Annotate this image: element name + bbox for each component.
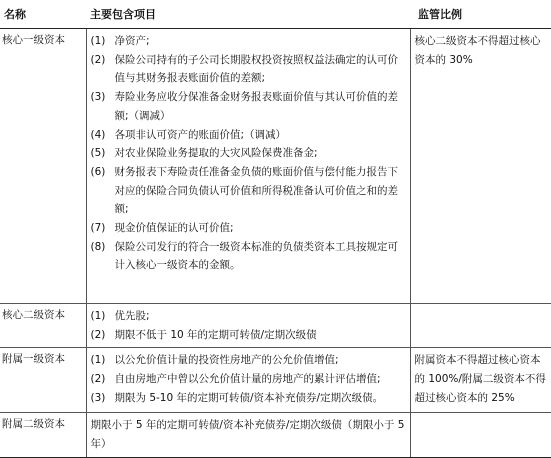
item-number: (2) [90,53,106,66]
header-items: 主要包含项目 [86,6,410,29]
item-text: 寿险业务应收分保准备金财务报表账面价值与其认可价值的差额;（调减） [114,91,398,122]
item-number: (2) [90,328,106,341]
item-text: 保险公司持有的子公司长期股权投资按照权益法确定的认可价值与其财务报表账面价值的差额; [114,53,398,85]
item-number: (4) [90,128,106,141]
item-number: (3) [90,91,106,104]
list-item [91,51,406,88]
row-items-text: 期限小于 5 年的定期可转债/资本补充债券/定期次级债（期限小于 5 年） [86,413,410,457]
row-ratio: 附属资本不得超过核心资本的 100%/附属二级资本不得超过核心资本的 25% [410,348,551,413]
row-name: 核心一级资本 [0,29,86,304]
list-item [91,88,406,125]
row-items [86,304,410,348]
list-item [91,126,406,145]
row-name: 附属二级资本 [0,413,86,457]
list-item [91,351,406,370]
item-text: 期限不低于 10 年的定期可转债/定期次级债 [114,328,317,341]
list-item [91,32,406,51]
row-ratio [410,413,551,457]
row-ratio [410,304,551,348]
row-name: 核心二级资本 [0,304,86,348]
list-item [91,370,406,389]
item-number: (7) [90,222,106,235]
table-row [0,304,551,348]
item-number: (1) [90,35,106,47]
item-text: 优先股; [114,310,150,322]
row-name: 附属一级资本 [0,348,86,413]
list-item [91,238,406,275]
item-text: 净资产; [114,35,150,47]
item-text: 各项非认可资产的账面价值;（调减） [114,128,287,141]
header-ratio: 监管比例 [410,6,551,29]
item-number: (5) [90,147,106,160]
item-text: 期限为 5-10 年的定期可转债/资本补充债券/定期次级债。 [114,391,384,404]
item-text: 以公允价值计量的投资性房地产的公允价值增值; [114,354,339,367]
row-items [86,29,410,304]
header-name: 名称 [0,6,86,29]
row-ratio: 核心二级资本不得超过核心资本的 30% [410,29,551,304]
item-text: 财务报表下寿险责任准备金负债的账面价值与偿付能力报告下对应的保险合同负债认可价值和所得税准备认可价值之和的差额; [114,165,398,216]
list-item [91,144,406,163]
list-item [91,389,406,408]
item-number: (2) [90,373,106,386]
capital-structure-table [0,6,551,458]
item-number: (8) [90,240,106,253]
item-number: (1) [90,354,106,367]
item-text: 自由房地产中曾以公允价值计量的房地产的累计评估增值; [114,373,381,386]
row-items [86,348,410,413]
item-number: (6) [90,165,106,178]
list-item [91,307,406,326]
table-header-row [0,6,551,29]
table-row [0,348,551,413]
item-number: (3) [90,391,106,404]
table-row [0,413,551,457]
list-item [91,163,406,219]
item-text: 现金价值保证的认可价值; [114,222,234,235]
item-number: (1) [90,310,106,322]
list-item [91,219,406,238]
item-text: 对农业保险业务提取的大灾风险保费准备金; [114,147,318,160]
table-row [0,29,551,304]
list-item [91,326,406,345]
item-text: 保险公司发行的符合一级资本标准的负债类资本工具按规定可计入核心一级资本的金额。 [114,240,398,272]
